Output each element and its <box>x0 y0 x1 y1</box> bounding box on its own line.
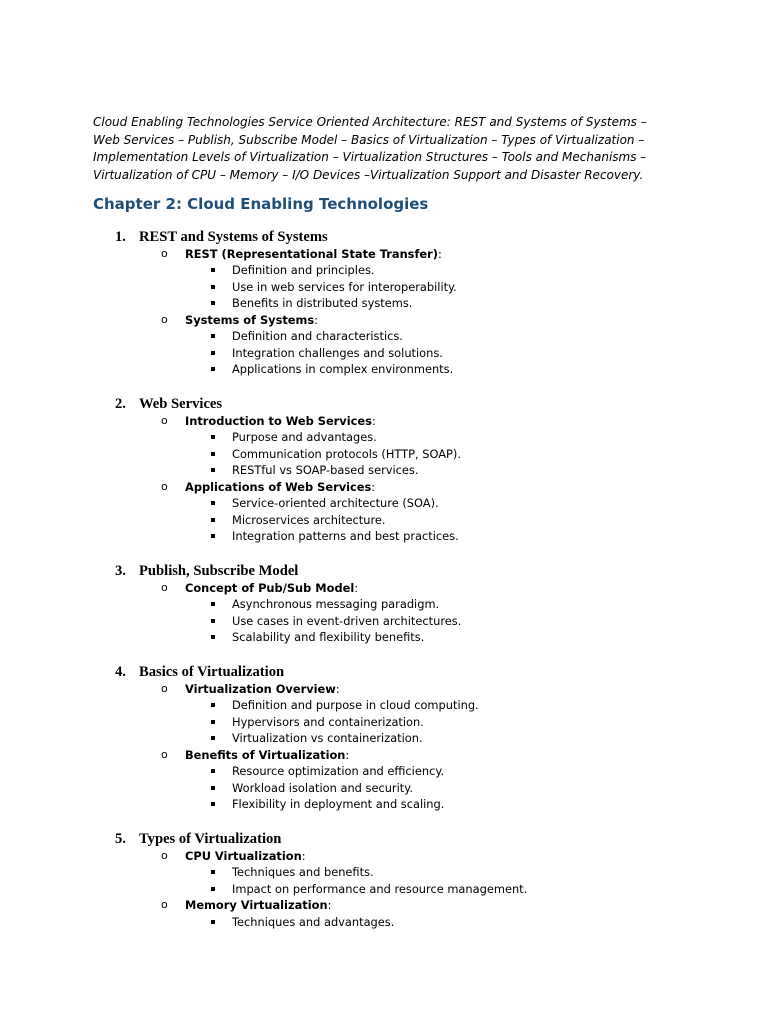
square-bullet-icon <box>211 268 215 272</box>
square-bullet-icon <box>211 786 215 790</box>
list-item-text: Microservices architecture. <box>232 512 386 527</box>
square-bullet-icon <box>211 367 215 371</box>
list-item-text: Resource optimization and efficiency. <box>232 764 445 779</box>
list-item-text: Virtualization vs containerization. <box>232 731 423 746</box>
square-bullet-icon <box>211 720 215 724</box>
subsection-suffix: : <box>371 413 376 428</box>
square-bullet-icon <box>211 468 215 472</box>
list-item <box>93 429 653 446</box>
square-bullet-icon <box>211 635 215 639</box>
list-item <box>93 512 653 529</box>
list-item <box>93 914 653 931</box>
list-item <box>93 881 653 898</box>
square-bullet-icon <box>211 619 215 623</box>
section-number: 2. <box>115 395 126 412</box>
list-item-text: Integration patterns and best practices. <box>232 529 459 544</box>
section-number: 5. <box>115 830 126 847</box>
list-item-text: Techniques and advantages. <box>232 914 395 929</box>
circle-bullet-icon: o <box>161 413 168 427</box>
circle-bullet-icon: o <box>161 898 168 912</box>
square-bullet-icon <box>211 736 215 740</box>
list-item-text: Definition and characteristics. <box>232 329 403 344</box>
section-1 <box>93 229 653 378</box>
list-item <box>93 361 653 378</box>
list-item <box>93 730 653 747</box>
section-2 <box>93 396 653 545</box>
section-number: 1. <box>115 228 126 245</box>
subsection-title: Applications of Web Services <box>185 479 372 494</box>
intro-paragraph: Cloud Enabling Technologies Service Oriented Architecture: REST and Systems of Systems – Web Services – Publish, Subscribe Model – Basics of Virtualization – Types of Virtualization – Implementation Levels of Virtualization – Virtualization Structures – Tools and Mechanisms – Virtualization of CPU – Memory – I/O Devices –Virtualization Support and Disaster Recovery. <box>93 115 647 183</box>
circle-bullet-icon: o <box>161 246 168 260</box>
list-item <box>93 295 653 312</box>
subsection-title: Benefits of Virtualization <box>185 747 346 762</box>
list-item <box>93 629 653 646</box>
square-bullet-icon <box>211 285 215 289</box>
square-bullet-icon <box>211 518 215 522</box>
list-item-text: Applications in complex environments. <box>232 362 454 377</box>
square-bullet-icon <box>211 501 215 505</box>
list-item <box>93 780 653 797</box>
subsection <box>93 897 653 914</box>
subsection-suffix: : <box>354 580 359 595</box>
list-item <box>93 613 653 630</box>
section-heading <box>93 396 653 413</box>
chapter-title: Chapter 2: Cloud Enabling Technologies <box>93 194 429 213</box>
list-item-text: RESTful vs SOAP-based services. <box>232 463 419 478</box>
section-4 <box>93 664 653 813</box>
document-page <box>93 114 653 948</box>
list-item <box>93 714 653 731</box>
list-item <box>93 262 653 279</box>
list-item-text: Asynchronous messaging paradigm. <box>232 597 440 612</box>
square-bullet-icon <box>211 334 215 338</box>
section-heading <box>93 563 653 580</box>
list-item <box>93 328 653 345</box>
subsection-title: Memory Virtualization <box>185 898 328 913</box>
circle-bullet-icon: o <box>161 681 168 695</box>
list-item <box>93 345 653 362</box>
subsection-suffix: : <box>335 681 340 696</box>
list-item <box>93 528 653 545</box>
list-item-text: Use cases in event-driven architectures. <box>232 613 462 628</box>
circle-bullet-icon: o <box>161 747 168 761</box>
list-item <box>93 697 653 714</box>
square-bullet-icon <box>211 769 215 773</box>
square-bullet-icon <box>211 887 215 891</box>
subsection <box>93 580 653 597</box>
section-title: Types of Virtualization <box>139 830 282 847</box>
subsection-title: Introduction to Web Services <box>185 413 372 428</box>
subsection-suffix: : <box>437 246 442 261</box>
subsection <box>93 747 653 764</box>
subsection-suffix: : <box>371 479 376 494</box>
list-item-text: Workload isolation and security. <box>232 780 413 795</box>
section-number: 3. <box>115 562 126 579</box>
list-item <box>93 596 653 613</box>
square-bullet-icon <box>211 920 215 924</box>
square-bullet-icon <box>211 802 215 806</box>
list-item <box>93 864 653 881</box>
list-item-text: Benefits in distributed systems. <box>232 296 413 311</box>
list-item-text: Integration challenges and solutions. <box>232 345 443 360</box>
list-item <box>93 763 653 780</box>
list-item <box>93 796 653 813</box>
subsection <box>93 246 653 263</box>
subsection-title: Virtualization Overview <box>185 681 336 696</box>
subsection-title: REST (Representational State Transfer) <box>185 246 438 261</box>
outline <box>93 229 653 931</box>
section-heading <box>93 229 653 246</box>
subsection-title: Concept of Pub/Sub Model <box>185 580 355 595</box>
subsection <box>93 848 653 865</box>
subsection-suffix: : <box>327 898 332 913</box>
list-item <box>93 446 653 463</box>
subsection <box>93 413 653 430</box>
list-item-text: Definition and purpose in cloud computing. <box>232 698 479 713</box>
list-item-text: Flexibility in deployment and scaling. <box>232 797 445 812</box>
list-item-text: Use in web services for interoperability. <box>232 279 457 294</box>
list-item-text: Definition and principles. <box>232 263 375 278</box>
circle-bullet-icon: o <box>161 312 168 326</box>
square-bullet-icon <box>211 452 215 456</box>
circle-bullet-icon: o <box>161 479 168 493</box>
subsection <box>93 681 653 698</box>
list-item-text: Service-oriented architecture (SOA). <box>232 496 439 511</box>
section-heading <box>93 831 653 848</box>
section-title: Publish, Subscribe Model <box>139 562 299 579</box>
square-bullet-icon <box>211 703 215 707</box>
subsection <box>93 312 653 329</box>
list-item-text: Techniques and benefits. <box>232 865 374 880</box>
circle-bullet-icon: o <box>161 848 168 862</box>
section-5 <box>93 831 653 931</box>
square-bullet-icon <box>211 435 215 439</box>
square-bullet-icon <box>211 351 215 355</box>
section-heading <box>93 664 653 681</box>
subsection-suffix: : <box>301 848 306 863</box>
list-item-text: Purpose and advantages. <box>232 430 377 445</box>
circle-bullet-icon: o <box>161 580 168 594</box>
section-title: Web Services <box>139 395 223 412</box>
list-item-text: Hypervisors and containerization. <box>232 714 424 729</box>
list-item <box>93 279 653 296</box>
section-3 <box>93 563 653 646</box>
section-title: REST and Systems of Systems <box>139 228 328 245</box>
square-bullet-icon <box>211 301 215 305</box>
square-bullet-icon <box>211 534 215 538</box>
list-item-text: Scalability and flexibility benefits. <box>232 630 425 645</box>
section-title: Basics of Virtualization <box>139 663 285 680</box>
square-bullet-icon <box>211 870 215 874</box>
square-bullet-icon <box>211 602 215 606</box>
subsection <box>93 479 653 496</box>
list-item <box>93 495 653 512</box>
subsection-suffix: : <box>314 312 319 327</box>
list-item-text: Impact on performance and resource management. <box>232 881 528 896</box>
list-item <box>93 462 653 479</box>
subsection-title: Systems of Systems <box>185 312 315 327</box>
subsection-title: CPU Virtualization <box>185 848 302 863</box>
subsection-suffix: : <box>345 747 350 762</box>
list-item-text: Communication protocols (HTTP, SOAP). <box>232 446 461 461</box>
section-number: 4. <box>115 663 126 680</box>
